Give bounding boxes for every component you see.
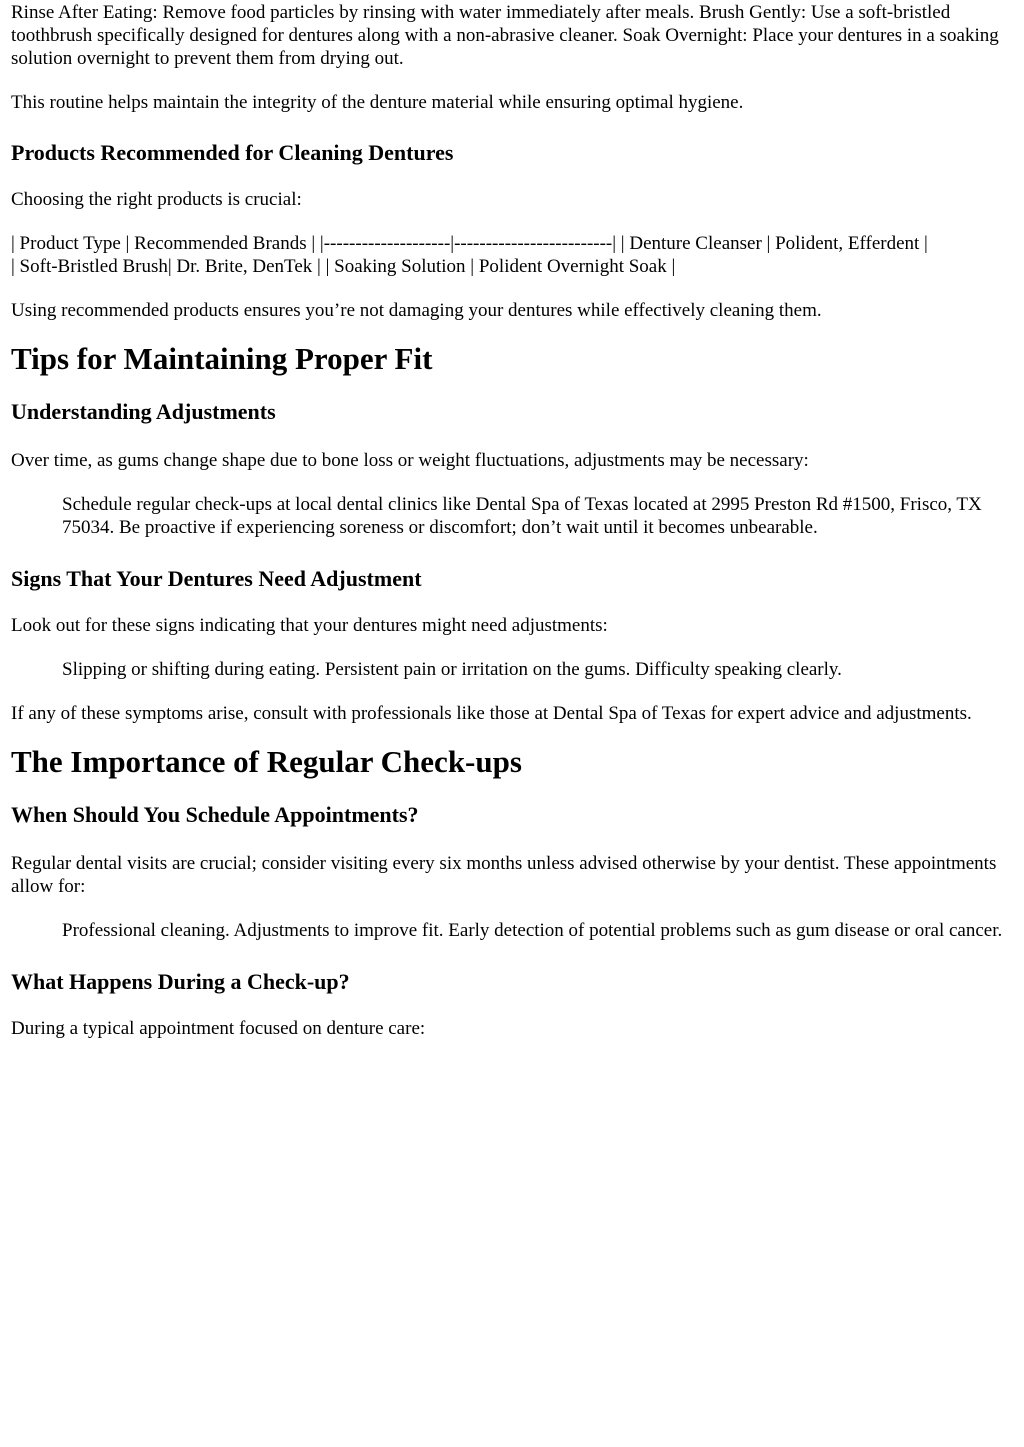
look-out-paragraph: Look out for these signs indicating that your dentures might need adjustments: [11,615,608,636]
over-time-paragraph: Over time, as gums change shape due to bone loss or weight fluctuations, adjustments may be necessary: [11,450,809,471]
choosing-paragraph: Choosing the right products is crucial: [11,189,302,210]
signs-heading: Signs That Your Dentures Need Adjustment [11,566,422,591]
checkups-blockquote: Schedule regular check-ups at local dental clinics like Dental Spa of Texas located at 2995 Preston Rd #1500, Frisco, TX 75034. Be proactive if experiencing soreness or discomfort; don’t wait until it becomes unbearable. [62,494,982,538]
fit-heading: Tips for Maintaining Proper Fit [11,341,433,376]
document-page [0,1,1024,1040]
regular-visits-paragraph: Regular dental visits are crucial; consider visiting every six months unless advised otherwise by your dentist. These appointments allow for: [11,853,997,897]
schedule-heading: When Should You Schedule Appointments? [11,802,419,827]
typical-appointment-paragraph: During a typical appointment focused on denture care: [11,1018,426,1039]
products-heading: Products Recommended for Cleaning Dentures [11,140,454,165]
using-products-paragraph: Using recommended products ensures you’re not damaging your dentures while effectively cleaning them. [11,300,822,321]
consult-paragraph: If any of these symptoms arise, consult with professionals like those at Dental Spa of Texas for expert advice and adjustments. [11,703,972,724]
products-table-line-1: | Product Type | Recommended Brands | |--------------------|-------------------------| | Denture Cleanser | Polident, Efferdent | [11,233,928,254]
checkups-heading: The Importance of Regular Check-ups [11,744,522,779]
signs-blockquote: Slipping or shifting during eating. Persistent pain or irritation on the gums. Difficulty speaking clearly. [62,659,842,680]
allow-for-blockquote: Professional cleaning. Adjustments to improve fit. Early detection of potential problems such as gum disease or oral cancer. [62,920,1003,941]
products-table-line-2: | Soft-Bristled Brush| Dr. Brite, DenTek | | Soaking Solution | Polident Overnight Soak | [11,256,676,277]
adjustments-heading: Understanding Adjustments [11,399,276,424]
cleaning-steps-paragraph: Rinse After Eating: Remove food particles by rinsing with water immediately after meals. Brush Gently: Use a soft-bristled toothbrush specifically designed for dentures along with a non-abrasive cleaner. Soak Overnight: Place your dentures in a soaking solution overnight to prevent them from drying out. [11,2,999,69]
what-happens-heading: What Happens During a Check-up? [11,969,350,994]
products-table-text [11,232,1013,278]
routine-paragraph: This routine helps maintain the integrity of the denture material while ensuring optimal hygiene. [11,92,744,113]
